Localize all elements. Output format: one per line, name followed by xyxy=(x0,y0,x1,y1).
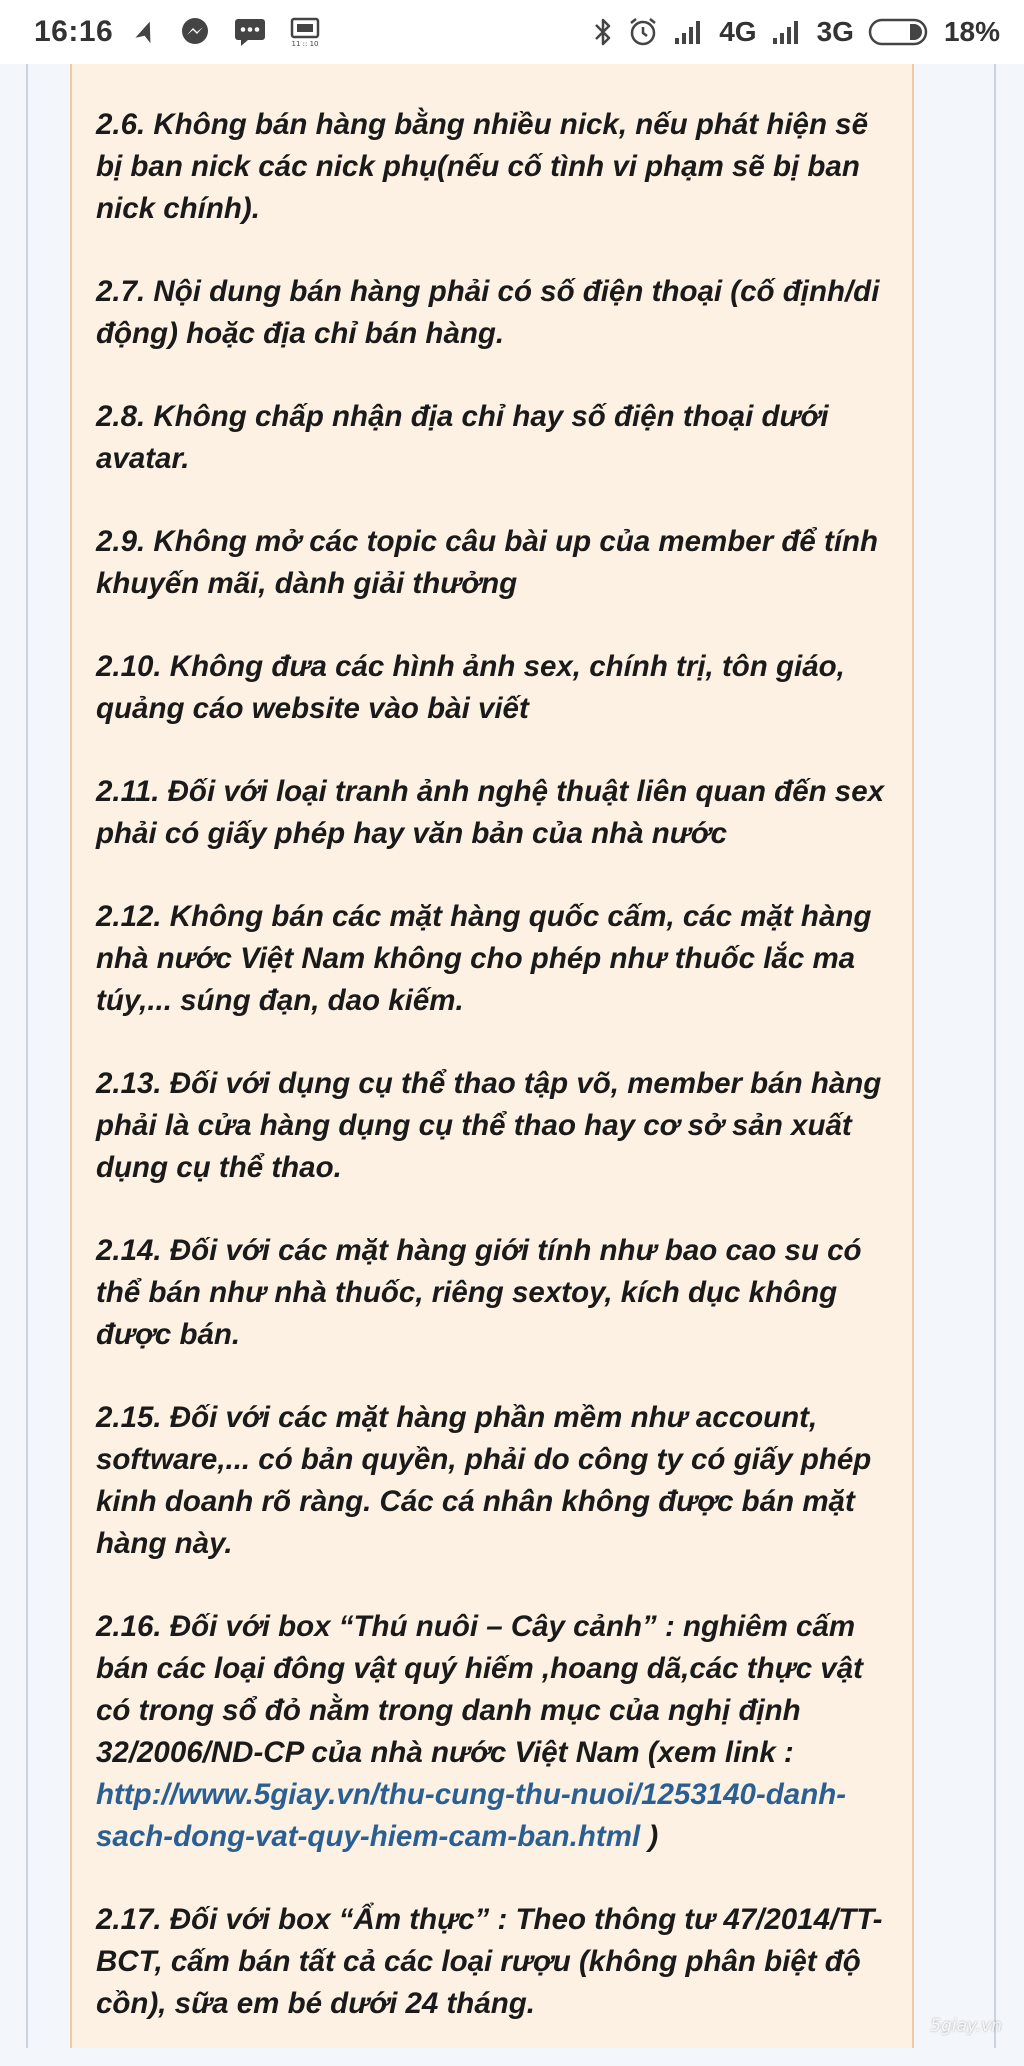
alarm-icon xyxy=(627,16,659,48)
battery-percent: 18% xyxy=(943,16,1000,47)
rule-item: 2.8. Không chấp nhận địa chỉ hay số điện thoại dưới avatar. xyxy=(96,400,829,475)
messenger-icon xyxy=(179,16,211,48)
svg-text:11 :: 10: 11 :: 10 xyxy=(291,40,319,48)
location-arrow-icon xyxy=(135,19,157,45)
rule-item: 2.7. Nội dung bán hàng phải có số điện thoại (cố định/di động) hoặc địa chỉ bán hàng. xyxy=(96,275,880,350)
rule-link[interactable]: http://www.5giay.vn/thu-cung-thu-nuoi/1253140-danh-sach-dong-vat-quy-hiem-cam-ban.html xyxy=(96,1778,847,1853)
battery-icon xyxy=(868,16,930,48)
rule-item: 2.9. Không mở các topic câu bài up của member để tính khuyến mãi, dành giải thưởng xyxy=(96,525,879,600)
left-border-line xyxy=(26,64,28,2048)
rule-item: 2.14. Đối với các mặt hàng giới tính như bao cao su có thể bán như nhà thuốc, riêng sextoy, kích dục không được bán. xyxy=(96,1234,862,1351)
status-bar xyxy=(0,0,1024,64)
rule-text-end: ) xyxy=(640,1820,659,1853)
chat-icon xyxy=(233,17,267,47)
status-indicators xyxy=(593,16,1000,48)
right-border-line xyxy=(994,64,996,2048)
rule-item: 2.6. Không bán hàng bằng nhiều nick, nếu phát hiện sẽ bị ban nick các nick phụ(nếu cố tình vi phạm sẽ bị ban nick chính). xyxy=(96,108,868,225)
rule-item: 2.12. Không bán các mặt hàng quốc cấm, các mặt hàng nhà nước Việt Nam không cho phép như thuốc lắc ma túy,... súng đạn, dao kiếm. xyxy=(96,900,872,1017)
signal-icon xyxy=(771,18,803,46)
rule-item: 2.11. Đối với loại tranh ảnh nghệ thuật liên quan đến sex phải có giấy phép hay văn bản của nhà nước xyxy=(96,775,885,850)
signal-icon xyxy=(673,18,705,46)
rule-item: 2.13. Đối với dụng cụ thể thao tập võ, member bán hàng phải là cửa hàng dụng cụ thể thao hay cơ sở sản xuất dụng cụ thể thao. xyxy=(96,1067,882,1184)
status-time: 16:16 xyxy=(34,15,114,48)
rule-item: 2.10. Không đưa các hình ảnh sex, chính trị, tôn giáo, quảng cáo website vào bài viết xyxy=(96,650,845,725)
calendar-icon xyxy=(289,16,321,48)
network-type-label: 3G xyxy=(816,16,854,47)
rule-item xyxy=(96,1606,896,1858)
bluetooth-icon xyxy=(593,16,613,48)
rule-item: 2.15. Đối với các mặt hàng phần mềm như account, software,... có bản quyền, phải do công ty có giấy phép kinh doanh rõ ràng. Các cá nhân không được bán mặt hàng này. xyxy=(96,1401,872,1560)
rules-list xyxy=(96,104,896,2066)
network-type-label: 4G xyxy=(719,16,757,47)
watermark-logo: 5giay.vn xyxy=(930,2016,1002,2036)
rule-text: 2.16. Đối với box “Thú nuôi – Cây cảnh” : nghiêm cấm bán các loại đông vật quý hiếm ,hoang dã,các thực vật có trong sổ đỏ nằm trong danh mục của nghị định 32/2006/ND-CP của nhà nước Việt Nam (xem link : xyxy=(96,1610,863,1769)
notification-icons xyxy=(135,16,321,48)
rule-item: 2.17. Đối với box “Ẩm thực” : Theo thông tư 47/2014/TT-BCT, cấm bán tất cả các loại rượu (không phân biệt độ cồn), sữa em bé dưới 24 tháng. xyxy=(96,1903,883,2020)
